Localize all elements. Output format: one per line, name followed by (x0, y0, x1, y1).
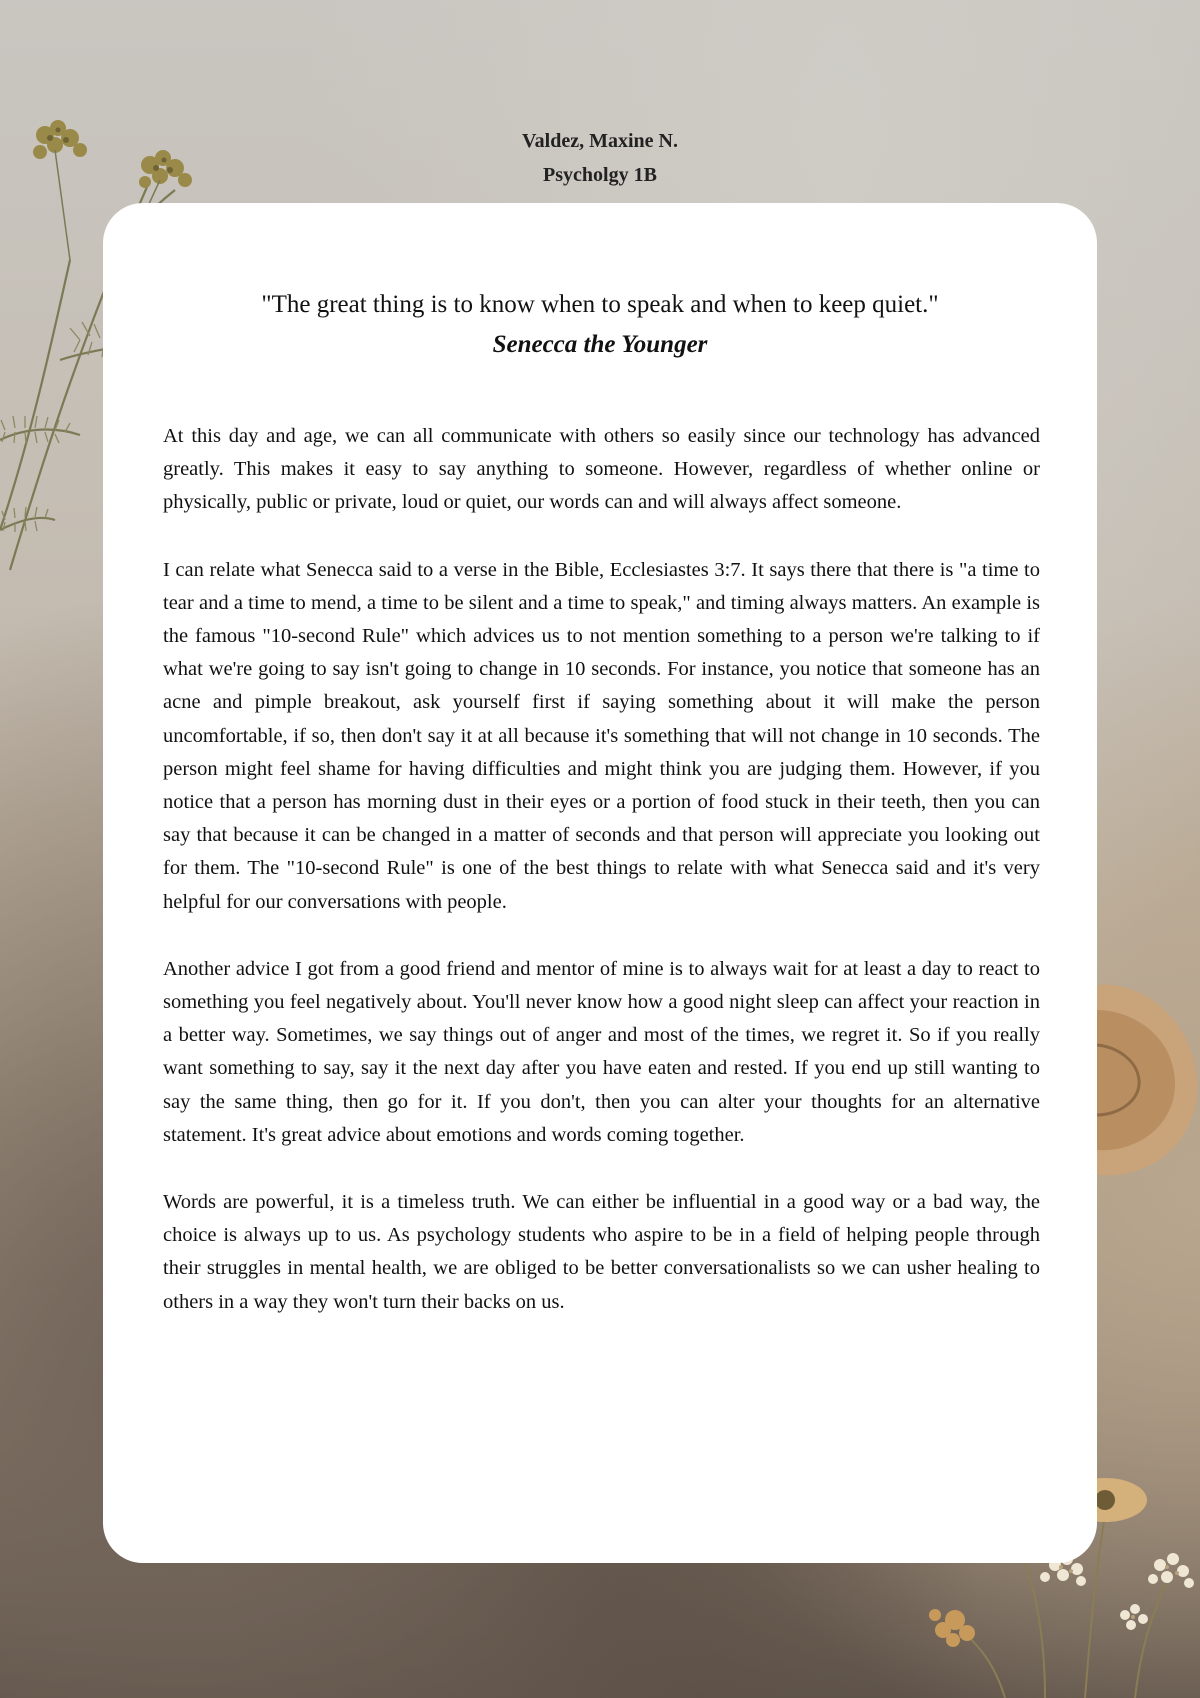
paragraph: At this day and age, we can all communicate with others so easily since our technology has advanced greatly. This makes it easy to say anything to someone. However, regardless of whether online or physically, public or private, loud or quiet, our words can and will always affect someone. (163, 425, 1040, 514)
content-card (103, 203, 1097, 1563)
quote-text: "The great thing is to know when to speak and when to keep quiet." (261, 291, 939, 318)
wax-seal-icon (1097, 975, 1200, 1185)
paragraph: I can relate what Senecca said to a verse in the Bible, Ecclesiastes 3:7. It says there that there is "a time to tear and a time to mend, a time to be silent and a time to speak," and timing always matters. An example is the famous "10-second Rule" which advices us to not mention something to a person we're talking to if what we're going to say isn't going to change in 10 seconds. For instance, you notice that someone has an acne and pimple breakout, ask yourself first if saying something about it will make the person uncomfortable, if so, then don't say it at all because it's something that will not change in 10 seconds. The person might feel shame for having difficulties and might think you are judging them. However, if you notice that a person has morning dust in their eyes or a portion of food stuck in their teeth, then you can say that because it can be changed in a matter of seconds and that person will appreciate you looking out for them. The "10-second Rule" is one of the best things to relate with what Senecca said and it's very helpful for our conversations with people. (163, 558, 1040, 913)
quote-author: Senecca the Younger (492, 331, 708, 358)
paragraph: Words are powerful, it is a timeless truth. We can either be influential in a good way or a bad way, the choice is always up to us. As psychology students who aspire to be in a field of helping people through their struggles in mental health, we are obliged to be better conversationalists so we can usher healing to others in a way they won't turn their backs on us. (163, 1191, 1040, 1313)
document-header (0, 124, 1200, 192)
paragraph: Another advice I got from a good friend and mentor of mine is to always wait for at least a day to react to something you feel negatively about. You'll never know how a good night sleep can affect your reaction in a better way. Sometimes, we say things out of anger and most of the times, we regret it. So if you really want something to say, say it the next day after you have eaten and rested. If you end up still wanting to say the same thing, then go for it. If you don't, then you can alter your thoughts for an alternative statement. It's great advice about emotions and words coming together. (163, 957, 1040, 1146)
author-name: Valdez, Maxine N. (522, 130, 678, 152)
epigraph (103, 285, 1097, 365)
essay-body (163, 420, 1040, 1353)
course-label: Psycholgy 1B (543, 164, 657, 186)
